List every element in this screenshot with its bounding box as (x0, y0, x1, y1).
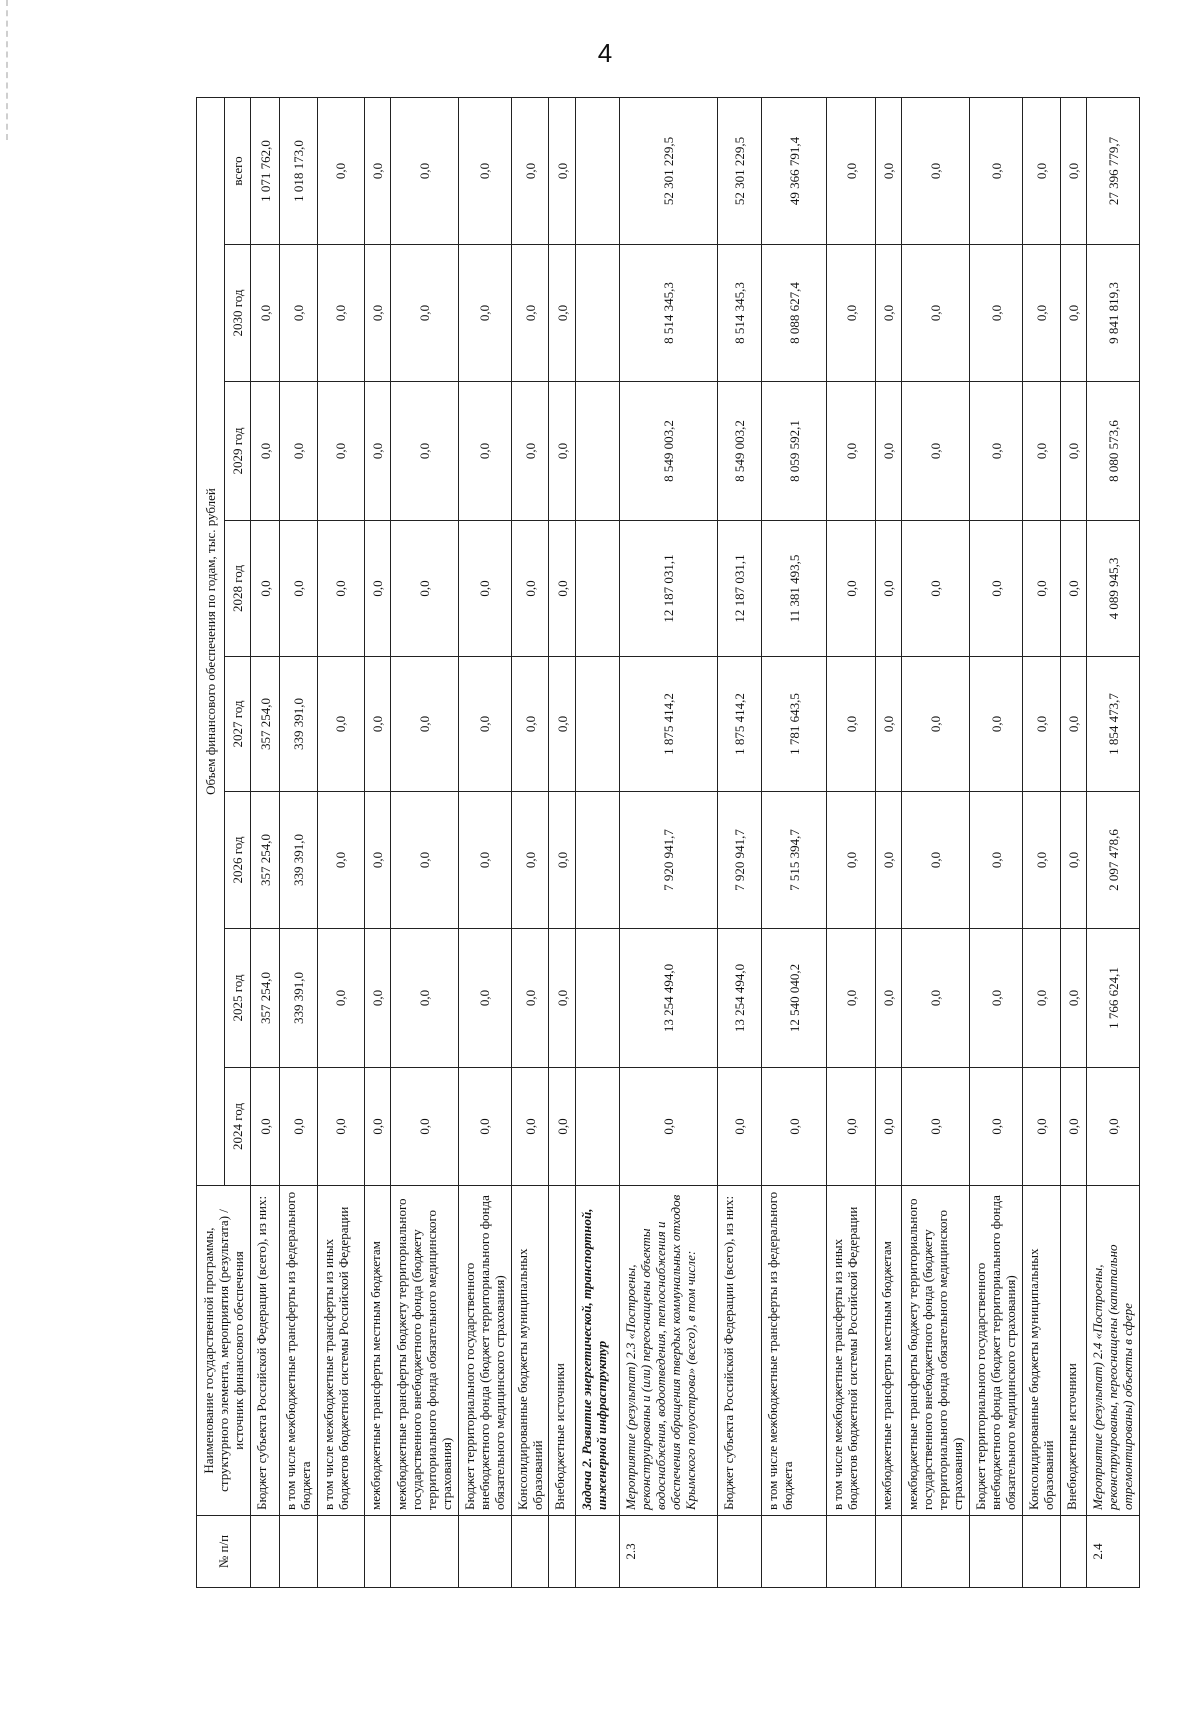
value-cell: 0,0 (459, 97, 512, 244)
value-cell (575, 792, 620, 929)
value-cell: 0,0 (970, 929, 1023, 1068)
value-cell: 0,0 (827, 1068, 876, 1186)
value-cell: 0,0 (391, 382, 459, 521)
value-cell: 0,0 (902, 97, 970, 244)
value-cell: 0,0 (364, 97, 390, 244)
table-row (364, 97, 390, 1587)
value-cell: 0,0 (364, 382, 390, 521)
value-cell: 9 841 819,3 (1087, 245, 1140, 382)
value-cell: 339 391,0 (280, 929, 318, 1068)
value-cell: 0,0 (364, 245, 390, 382)
row-name: в том числе межбюджетные трансферты из иных бюджетов бюджетной системы Российской Федерации (827, 1186, 876, 1516)
value-cell: 0,0 (876, 657, 902, 792)
value-cell (575, 245, 620, 382)
value-cell: 0,0 (1023, 657, 1061, 792)
value-cell: 0,0 (391, 657, 459, 792)
value-cell: 8 080 573,6 (1087, 382, 1140, 521)
value-cell: 0,0 (970, 521, 1023, 657)
row-name: Консолидированные бюджеты муниципальных образований (1023, 1186, 1061, 1516)
value-cell: 52 301 229,5 (717, 97, 762, 244)
value-cell: 0,0 (970, 792, 1023, 929)
header-year: 2027 год (225, 657, 251, 792)
row-number (364, 1516, 390, 1588)
table-row (511, 97, 549, 1587)
value-cell: 0,0 (827, 245, 876, 382)
value-cell: 0,0 (827, 929, 876, 1068)
value-cell: 0,0 (876, 1068, 902, 1186)
value-cell: 0,0 (280, 245, 318, 382)
value-cell: 0,0 (459, 521, 512, 657)
row-name: межбюджетные трансферты местным бюджетам (364, 1186, 390, 1516)
value-cell: 0,0 (620, 1068, 717, 1186)
financing-table (196, 97, 1140, 1588)
value-cell: 8 514 345,3 (717, 245, 762, 382)
row-number (317, 1516, 364, 1588)
row-number (717, 1516, 762, 1588)
value-cell: 0,0 (902, 382, 970, 521)
value-cell: 0,0 (364, 929, 390, 1068)
value-cell: 1 781 643,5 (762, 657, 827, 792)
value-cell: 0,0 (459, 792, 512, 929)
value-cell: 0,0 (762, 1068, 827, 1186)
value-cell: 1 766 624,1 (1087, 929, 1140, 1068)
header-name: Наименование государственной программы, структурного элемента, мероприятия (результата) / источник финансового обеспечения (197, 1186, 251, 1516)
value-cell: 8 059 592,1 (762, 382, 827, 521)
header-year: 2030 год (225, 245, 251, 382)
value-cell: 0,0 (280, 1068, 318, 1186)
row-name: Консолидированные бюджеты муниципальных образований (511, 1186, 549, 1516)
value-cell: 7 515 394,7 (762, 792, 827, 929)
value-cell: 0,0 (827, 792, 876, 929)
value-cell: 0,0 (902, 245, 970, 382)
row-number (511, 1516, 549, 1588)
value-cell (575, 382, 620, 521)
value-cell: 357 254,0 (251, 929, 280, 1068)
value-cell: 0,0 (902, 521, 970, 657)
value-cell: 0,0 (317, 657, 364, 792)
value-cell: 7 920 941,7 (620, 792, 717, 929)
value-cell: 0,0 (970, 1068, 1023, 1186)
value-cell: 0,0 (827, 657, 876, 792)
value-cell: 0,0 (459, 1068, 512, 1186)
value-cell: 0,0 (317, 1068, 364, 1186)
value-cell: 12 187 031,1 (717, 521, 762, 657)
value-cell: 0,0 (717, 1068, 762, 1186)
value-cell: 1 875 414,2 (620, 657, 717, 792)
value-cell: 0,0 (280, 382, 318, 521)
value-cell: 0,0 (549, 792, 575, 929)
row-number (876, 1516, 902, 1588)
value-cell: 0,0 (511, 1068, 549, 1186)
row-name: межбюджетные трансферты бюджету территориального государственного внебюджетного фонда (бюджету территориального фонда обязательного медицинского страхования) (391, 1186, 459, 1516)
value-cell: 13 254 494,0 (717, 929, 762, 1068)
value-cell: 0,0 (902, 792, 970, 929)
row-name: в том числе межбюджетные трансферты из иных бюджетов бюджетной системы Российской Федерации (317, 1186, 364, 1516)
value-cell: 357 254,0 (251, 792, 280, 929)
value-cell: 0,0 (364, 792, 390, 929)
table-row (902, 97, 970, 1587)
value-cell (575, 1068, 620, 1186)
value-cell: 0,0 (391, 97, 459, 244)
value-cell: 1 854 473,7 (1087, 657, 1140, 792)
row-number: 2.4 (1087, 1516, 1140, 1588)
table-row (717, 97, 762, 1587)
value-cell: 0,0 (902, 1068, 970, 1186)
value-cell: 49 366 791,4 (762, 97, 827, 244)
table-row (280, 97, 318, 1587)
value-cell: 339 391,0 (280, 657, 318, 792)
value-cell: 8 549 003,2 (620, 382, 717, 521)
value-cell: 0,0 (1060, 792, 1086, 929)
value-cell: 0,0 (317, 97, 364, 244)
value-cell: 0,0 (549, 245, 575, 382)
value-cell: 0,0 (827, 382, 876, 521)
table-row (620, 97, 717, 1587)
value-cell: 0,0 (391, 245, 459, 382)
value-cell: 0,0 (251, 245, 280, 382)
value-cell: 8 549 003,2 (717, 382, 762, 521)
header-year: 2024 год (225, 1068, 251, 1186)
value-cell: 0,0 (511, 792, 549, 929)
value-cell: 0,0 (1060, 245, 1086, 382)
value-cell: 0,0 (876, 382, 902, 521)
value-cell: 0,0 (511, 521, 549, 657)
value-cell: 0,0 (364, 1068, 390, 1186)
value-cell: 0,0 (280, 521, 318, 657)
row-number (970, 1516, 1023, 1588)
page-number: 4 (597, 38, 613, 68)
value-cell: 0,0 (876, 929, 902, 1068)
value-cell: 0,0 (251, 521, 280, 657)
value-cell (575, 657, 620, 792)
value-cell: 0,0 (1023, 245, 1061, 382)
value-cell (575, 97, 620, 244)
value-cell: 0,0 (902, 657, 970, 792)
value-cell: 0,0 (1060, 521, 1086, 657)
row-name: Бюджет территориального государственного внебюджетного фонда (бюджет территориального фонда обязательного медицинского страхования) (970, 1186, 1023, 1516)
value-cell: 0,0 (317, 929, 364, 1068)
value-cell: 0,0 (459, 657, 512, 792)
row-name: Бюджет субъекта Российской Федерации (всего), из них: (717, 1186, 762, 1516)
value-cell: 0,0 (970, 382, 1023, 521)
table-row (762, 97, 827, 1587)
value-cell: 13 254 494,0 (620, 929, 717, 1068)
table-row (1023, 97, 1061, 1587)
value-cell: 0,0 (970, 657, 1023, 792)
value-cell: 27 396 779,7 (1087, 97, 1140, 244)
value-cell: 0,0 (391, 521, 459, 657)
row-number (251, 1516, 280, 1588)
value-cell: 12 540 040,2 (762, 929, 827, 1068)
value-cell: 2 097 478,6 (1087, 792, 1140, 929)
row-name: в том числе межбюджетные трансферты из федерального бюджета (762, 1186, 827, 1516)
value-cell: 0,0 (827, 521, 876, 657)
value-cell: 0,0 (511, 657, 549, 792)
table-row (970, 97, 1023, 1587)
table-row (876, 97, 902, 1587)
header-year: 2028 год (225, 521, 251, 657)
value-cell: 0,0 (876, 792, 902, 929)
header-group: Объем финансового обеспечения по годам, тыс. рублей (197, 97, 225, 1185)
value-cell: 0,0 (317, 382, 364, 521)
rotated-table-wrapper (196, 98, 1140, 1588)
value-cell: 0,0 (317, 521, 364, 657)
table-row (459, 97, 512, 1587)
value-cell: 0,0 (1060, 929, 1086, 1068)
value-cell: 0,0 (511, 929, 549, 1068)
table-row (391, 97, 459, 1587)
value-cell: 0,0 (1023, 792, 1061, 929)
row-number (827, 1516, 876, 1588)
value-cell: 357 254,0 (251, 657, 280, 792)
table-row (549, 97, 575, 1587)
table-row (251, 97, 280, 1587)
value-cell: 0,0 (364, 521, 390, 657)
row-name: Бюджет субъекта Российской Федерации (всего), из них: (251, 1186, 280, 1516)
table-row (317, 97, 364, 1587)
value-cell (575, 929, 620, 1068)
value-cell: 0,0 (1060, 1068, 1086, 1186)
value-cell: 1 071 762,0 (251, 97, 280, 244)
scan-edge-marks (0, 0, 8, 140)
row-name: Мероприятие (результат) 2.4 «Построены, реконструированы, переоснащены (капитально отремонтированы) объекты в сфере (1087, 1186, 1140, 1516)
value-cell: 0,0 (827, 97, 876, 244)
value-cell: 0,0 (1060, 657, 1086, 792)
value-cell: 0,0 (511, 245, 549, 382)
row-number (1060, 1516, 1086, 1588)
value-cell: 0,0 (251, 382, 280, 521)
value-cell: 0,0 (876, 97, 902, 244)
header-no: № п/п (197, 1516, 251, 1588)
value-cell: 0,0 (391, 792, 459, 929)
value-cell: 0,0 (970, 245, 1023, 382)
value-cell: 0,0 (549, 657, 575, 792)
row-number: 2.3 (620, 1516, 717, 1588)
value-cell: 12 187 031,1 (620, 521, 717, 657)
value-cell: 0,0 (459, 382, 512, 521)
table-row (1060, 97, 1086, 1587)
value-cell: 0,0 (876, 521, 902, 657)
value-cell: 0,0 (391, 929, 459, 1068)
value-cell: 1 018 173,0 (280, 97, 318, 244)
value-cell: 0,0 (549, 97, 575, 244)
value-cell: 0,0 (1060, 97, 1086, 244)
value-cell: 0,0 (1060, 382, 1086, 521)
row-name: в том числе межбюджетные трансферты из федерального бюджета (280, 1186, 318, 1516)
value-cell: 0,0 (1087, 1068, 1140, 1186)
value-cell: 0,0 (511, 97, 549, 244)
value-cell (575, 521, 620, 657)
value-cell: 0,0 (317, 245, 364, 382)
value-cell: 0,0 (549, 382, 575, 521)
value-cell: 4 089 945,3 (1087, 521, 1140, 657)
table-row (1087, 97, 1140, 1587)
row-number (549, 1516, 575, 1588)
value-cell: 0,0 (902, 929, 970, 1068)
row-number (280, 1516, 318, 1588)
row-name: Внебюджетные источники (1060, 1186, 1086, 1516)
value-cell: 0,0 (1023, 1068, 1061, 1186)
table-row (827, 97, 876, 1587)
value-cell: 0,0 (391, 1068, 459, 1186)
row-name: Задача 2. Развитие энергетической, транспортной, инженерной инфраструктур (575, 1186, 620, 1516)
value-cell: 1 875 414,2 (717, 657, 762, 792)
value-cell: 8 088 627,4 (762, 245, 827, 382)
value-cell: 339 391,0 (280, 792, 318, 929)
row-number (575, 1516, 620, 1588)
value-cell: 7 920 941,7 (717, 792, 762, 929)
header-year: 2025 год (225, 929, 251, 1068)
row-name: межбюджетные трансферты бюджету территориального государственного внебюджетного фонда (бюджету территориального фонда обязательного медицинского страхования) (902, 1186, 970, 1516)
value-cell: 52 301 229,5 (620, 97, 717, 244)
value-cell: 0,0 (1023, 929, 1061, 1068)
value-cell: 0,0 (876, 245, 902, 382)
value-cell: 0,0 (511, 382, 549, 521)
value-cell: 0,0 (549, 929, 575, 1068)
row-number (391, 1516, 459, 1588)
value-cell: 0,0 (1023, 97, 1061, 244)
row-name: Внебюджетные источники (549, 1186, 575, 1516)
value-cell: 11 381 493,5 (762, 521, 827, 657)
header-year: 2029 год (225, 382, 251, 521)
value-cell: 0,0 (317, 792, 364, 929)
value-cell: 8 514 345,3 (620, 245, 717, 382)
value-cell: 0,0 (459, 929, 512, 1068)
row-name: межбюджетные трансферты местным бюджетам (876, 1186, 902, 1516)
header-year: всего (225, 97, 251, 244)
value-cell: 0,0 (1023, 382, 1061, 521)
value-cell: 0,0 (364, 657, 390, 792)
row-number (762, 1516, 827, 1588)
header-year: 2026 год (225, 792, 251, 929)
value-cell: 0,0 (251, 1068, 280, 1186)
table-row (575, 97, 620, 1587)
row-number (1023, 1516, 1061, 1588)
row-number (459, 1516, 512, 1588)
row-name: Мероприятие (результат) 2.3 «Построены, реконструированы и (или) переоснащены объекты водоснабжения, водоотведения, теплоснабжения и обеспечения обращения твердых коммунальных отходов Крымского полуострова» (всего), в том числе: (620, 1186, 717, 1516)
value-cell: 0,0 (1023, 521, 1061, 657)
value-cell: 0,0 (459, 245, 512, 382)
value-cell: 0,0 (549, 521, 575, 657)
value-cell: 0,0 (549, 1068, 575, 1186)
value-cell: 0,0 (970, 97, 1023, 244)
row-number (902, 1516, 970, 1588)
row-name: Бюджет территориального государственного внебюджетного фонда (бюджет территориального фонда обязательного медицинского страхования) (459, 1186, 512, 1516)
